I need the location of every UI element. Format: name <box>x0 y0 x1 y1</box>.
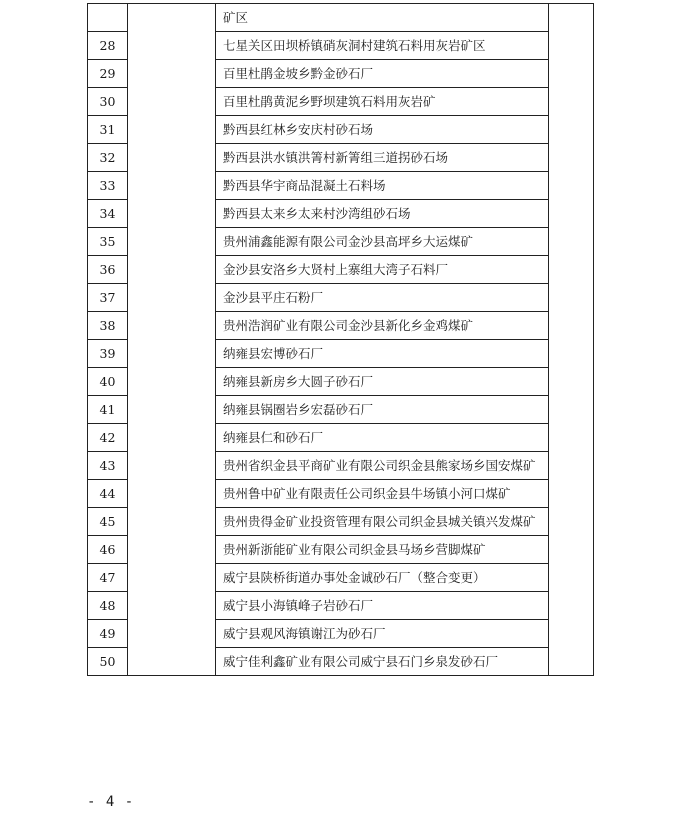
name-cell: 金沙县平庄石粉厂 <box>216 284 549 312</box>
name-cell: 威宁佳利鑫矿业有限公司威宁县石门乡泉发砂石厂 <box>216 648 549 676</box>
number-cell: 32 <box>88 144 128 172</box>
name-cell: 黔西县华宇商品混凝土石料场 <box>216 172 549 200</box>
name-cell: 黔西县洪水镇洪箐村新箐组三道拐砂石场 <box>216 144 549 172</box>
name-cell: 威宁县小海镇峰子岩砂石厂 <box>216 592 549 620</box>
number-cell: 46 <box>88 536 128 564</box>
name-cell: 黔西县太来乡太来村沙湾组砂石场 <box>216 200 549 228</box>
name-cell: 百里杜鹃金坡乡黔金砂石厂 <box>216 60 549 88</box>
name-cell: 威宁县观风海镇谢江为砂石厂 <box>216 620 549 648</box>
number-cell: 41 <box>88 396 128 424</box>
region-cell <box>128 4 216 676</box>
number-cell: 43 <box>88 452 128 480</box>
name-cell: 贵州省织金县平商矿业有限公司织金县熊家场乡国安煤矿 <box>216 452 549 480</box>
mine-list-table <box>87 3 594 676</box>
number-cell: 39 <box>88 340 128 368</box>
name-cell: 纳雍县仁和砂石厂 <box>216 424 549 452</box>
table-body <box>88 4 594 676</box>
name-cell: 贵州贵得金矿业投资管理有限公司织金县城关镇兴发煤矿 <box>216 508 549 536</box>
name-cell: 七星关区田坝桥镇硝灰洞村建筑石料用灰岩矿区 <box>216 32 549 60</box>
number-cell: 44 <box>88 480 128 508</box>
name-cell: 威宁县陕桥街道办事处金诚砂石厂（整合变更） <box>216 564 549 592</box>
name-cell: 纳雍县宏博砂石厂 <box>216 340 549 368</box>
number-cell: 42 <box>88 424 128 452</box>
name-cell: 纳雍县新房乡大圆子砂石厂 <box>216 368 549 396</box>
name-cell: 黔西县红林乡安庆村砂石场 <box>216 116 549 144</box>
name-cell: 百里杜鹃黄泥乡野坝建筑石料用灰岩矿 <box>216 88 549 116</box>
name-cell: 贵州浦鑫能源有限公司金沙县高坪乡大运煤矿 <box>216 228 549 256</box>
number-cell: 40 <box>88 368 128 396</box>
name-cell: 贵州浩润矿业有限公司金沙县新化乡金鸡煤矿 <box>216 312 549 340</box>
number-cell: 34 <box>88 200 128 228</box>
number-cell: 38 <box>88 312 128 340</box>
number-cell: 28 <box>88 32 128 60</box>
number-cell: 31 <box>88 116 128 144</box>
name-cell: 金沙县安洛乡大贤村上寨组大湾子石料厂 <box>216 256 549 284</box>
number-cell: 29 <box>88 60 128 88</box>
number-cell: 50 <box>88 648 128 676</box>
number-cell: 35 <box>88 228 128 256</box>
number-cell: 48 <box>88 592 128 620</box>
name-cell: 贵州鲁中矿业有限责任公司织金县牛场镇小河口煤矿 <box>216 480 549 508</box>
number-cell: 30 <box>88 88 128 116</box>
number-cell: 49 <box>88 620 128 648</box>
number-cell: 45 <box>88 508 128 536</box>
number-cell <box>88 4 128 32</box>
number-cell: 33 <box>88 172 128 200</box>
table-row <box>88 4 594 32</box>
remark-cell <box>549 4 594 676</box>
name-cell: 贵州新浙能矿业有限公司织金县马场乡营脚煤矿 <box>216 536 549 564</box>
name-cell: 纳雍县锅圈岩乡宏磊砂石厂 <box>216 396 549 424</box>
page-number: - 4 - <box>87 794 135 810</box>
number-cell: 36 <box>88 256 128 284</box>
name-cell: 矿区 <box>216 4 549 32</box>
number-cell: 47 <box>88 564 128 592</box>
number-cell: 37 <box>88 284 128 312</box>
